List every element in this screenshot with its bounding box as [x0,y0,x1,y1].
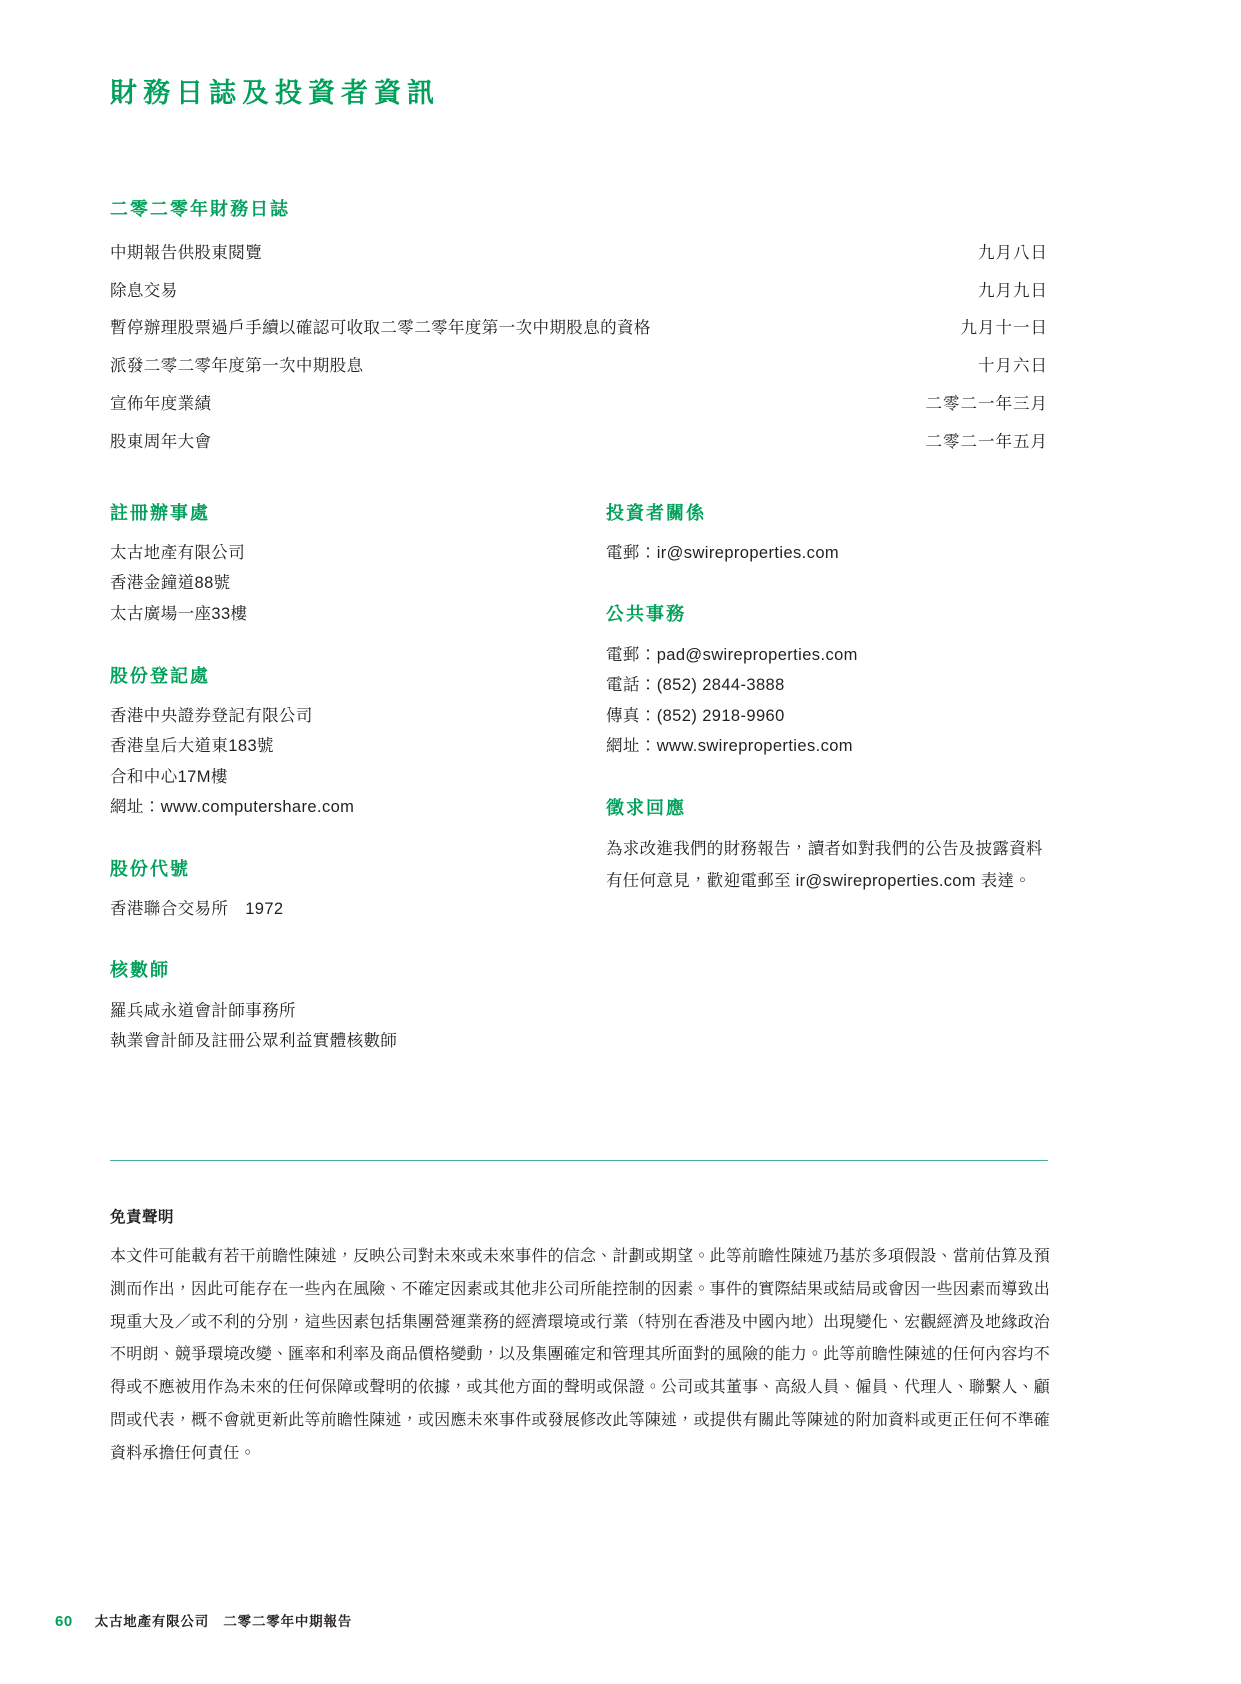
public-affairs-phone: 電話：(852) 2844-3888 [606,676,785,695]
public-affairs-website[interactable]: 網址：www.swireproperties.com [606,737,853,756]
share-registrar-line: 香港中央證券登記有限公司 [110,706,313,725]
investor-relations-block [606,501,1048,569]
calendar-event-label: 派發二零二零年度第一次中期股息 [110,357,364,376]
page-number: 60 [55,1613,73,1630]
investor-relations-email[interactable]: 電郵：ir@swireproperties.com [606,543,840,562]
right-column [606,501,1048,1091]
public-affairs-block [606,602,1048,761]
calendar-event-date: 二零二一年五月 [925,432,1048,451]
registered-office-line: 香港金鐘道88號 [110,574,231,593]
calendar-event-label: 暫停辦理股票過戶手續以確認可收取二零二零年度第一次中期股息的資格 [110,319,651,338]
table-row [110,234,1048,272]
table-row [110,310,1048,348]
share-registrar-heading: 股份登記處 [110,665,210,686]
stock-code-heading: 股份代號 [110,858,190,879]
calendar-event-date: 九月八日 [978,243,1048,262]
table-row [110,423,1048,461]
disclaimer-body: 本文件可能載有若干前瞻性陳述，反映公司對未來或未來事件的信念、計劃或期望。此等前瞻性陳述乃基於多項假設、當前估算及預測而作出，因此可能存在一些內在風險、不確定因素或其他非公司所能控制的因素。事件的實際結果或結局或會因一些因素而導致出現重大及／或不利的分別，這些因素包括集團營運業務的經濟環境或行業（特別在香港及中國內地）出現變化、宏觀經濟及地緣政治不明朗、競爭環境改變、匯率和利率及商品價格變動，以及集團確定和管理其所面對的風險的能力。此等前瞻性陳述的任何內容均不得或不應被用作為未來的任何保障或聲明的依據，或其他方面的聲明或保證。公司或其董事、高級人員、僱員、代理人、聯繫人、顧問或代表，概不會就更新此等前瞻性陳述，或因應未來事件或發展修改此等陳述，或提供有關此等陳述的附加資料或更正任何不準確資料承擔任何責任。 [110,1248,1050,1462]
registered-office-heading: 註冊辦事處 [110,502,210,523]
auditor-heading: 核數師 [110,960,170,981]
share-registrar-website[interactable]: 網址：www.computershare.com [110,798,355,817]
calendar-event-date: 九月九日 [978,281,1048,300]
left-column [110,501,606,1091]
share-registrar-line: 香港皇后大道東183號 [110,737,274,756]
share-registrar-block [110,664,606,823]
table-row [110,385,1048,423]
calendar-event-label: 除息交易 [110,281,178,300]
auditor-line: 執業會計師及註冊公眾利益實體核數師 [110,1032,398,1051]
registered-office-block [110,501,606,630]
financial-calendar-table [110,234,1048,461]
calendar-event-date: 九月十一日 [960,319,1048,338]
stock-code-block [110,857,606,925]
auditor-block [110,958,606,1056]
public-affairs-fax: 傳真：(852) 2918-9960 [606,706,785,725]
table-row [110,348,1048,386]
financial-calendar-section [110,197,1048,461]
auditor-line: 羅兵咸永道會計師事務所 [110,1001,296,1020]
calendar-event-label: 宣佈年度業績 [110,394,212,413]
calendar-event-label: 股東周年大會 [110,432,212,451]
disclaimer-heading: 免責聲明 [110,1209,175,1226]
registered-office-line: 太古廣場一座33樓 [110,605,248,623]
financial-calendar-heading: 二零二零年財務日誌 [110,199,290,220]
footer-company-report: 太古地產有限公司 二零二零年中期報告 [94,1614,353,1629]
calendar-event-label: 中期報告供股東閱覽 [110,243,263,262]
calendar-event-date: 十月六日 [978,357,1048,376]
investor-relations-heading: 投資者關係 [606,502,706,523]
registered-office-line: 太古地產有限公司 [110,543,246,562]
feedback-body: 為求改進我們的財務報告，讀者如對我們的公告及披露資料有任何意見，歡迎電郵至 ir@swireproperties.com 表達。 [606,839,1043,891]
section-divider [110,1160,1048,1161]
info-columns [110,501,1048,1091]
share-registrar-line: 合和中心17M樓 [110,767,228,786]
stock-code-value: 香港聯合交易所 1972 [110,899,284,918]
feedback-heading: 徵求回應 [606,797,686,818]
public-affairs-heading: 公共事務 [606,604,686,625]
page-footer [55,1610,352,1630]
feedback-block [606,796,1048,898]
disclaimer-section [110,1205,1050,1471]
page-title: 財務日誌及投資者資訊 [110,78,440,108]
calendar-event-date: 二零二一年三月 [925,394,1048,413]
table-row [110,272,1048,310]
public-affairs-email[interactable]: 電郵：pad@swireproperties.com [606,645,858,664]
page-content [110,0,1048,1091]
